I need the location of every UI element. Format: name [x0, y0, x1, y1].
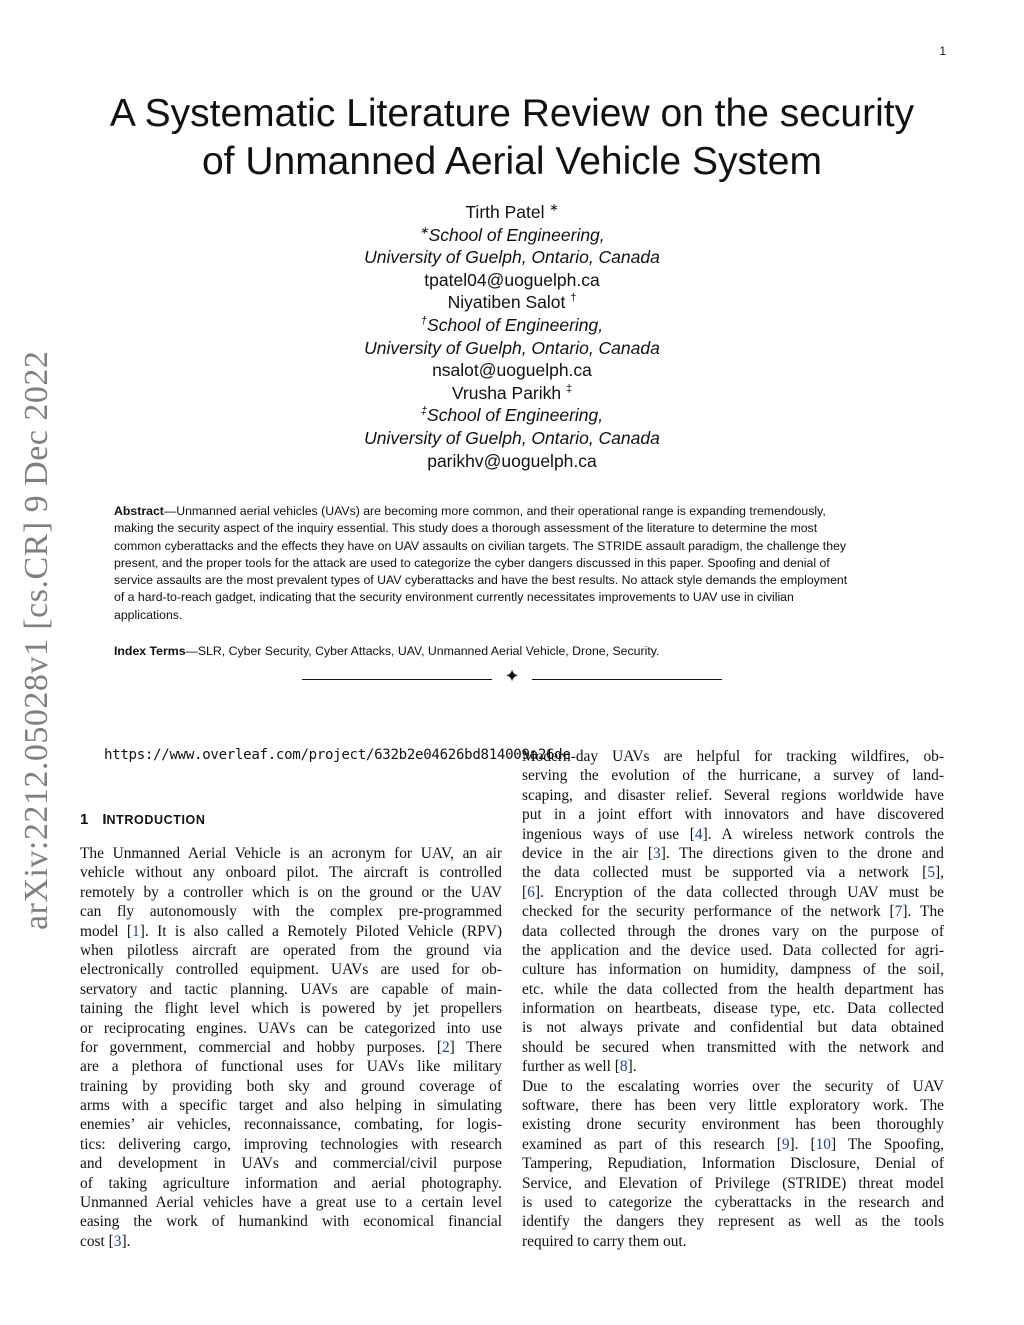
separator-line [302, 679, 492, 680]
text-line: enemies’ air vehicles, reconnaissance, combating, for logis- [80, 1116, 502, 1134]
text-line: checked for the security performance of the network [7]. The [522, 903, 944, 921]
title-line-1: A Systematic Literature Review on the security [109, 92, 915, 135]
arxiv-stamp: arXiv:2212.05028v1 [cs.CR] 9 Dec 2022 [18, 350, 55, 930]
text-line: and development in UAVs and commercial/civil purpose [80, 1155, 502, 1173]
text-line: cost [3]. [80, 1232, 131, 1250]
text-line: [6]. Encryption of the data collected through UAV must be [522, 883, 944, 901]
citation-link[interactable]: 3 [653, 844, 661, 862]
paper-title [60, 90, 964, 186]
text-line: scaping, and disaster relief. Several regions worldwide have [522, 786, 944, 804]
overleaf-link[interactable]: https://www.overleaf.com/project/632b2e04626bd814009a26de [104, 747, 571, 763]
text-line: Service, and Elevation of Privilege (STRIDE) threat model [522, 1174, 944, 1192]
text-line: existing drone security environment has been thoroughly [522, 1116, 944, 1134]
abstract-label: Abstract [114, 504, 164, 518]
text-line: servatory and tactic planning. UAVs are capable of main- [80, 980, 502, 998]
citation-link[interactable]: 5 [927, 864, 936, 882]
author-mark: † [570, 292, 577, 305]
text-line: remotely by a controller which is on the ground or the UAV [80, 883, 502, 901]
citation-link[interactable]: 6 [527, 883, 535, 901]
affiliation-line-2: University of Guelph, Ontario, Canada [364, 247, 660, 268]
citation-link[interactable]: 8 [619, 1058, 628, 1076]
left-column-text [80, 844, 502, 1251]
text-line: the data collected must be supported via a network [5], [522, 864, 944, 882]
citation-link[interactable]: 9 [781, 1135, 790, 1153]
text-line: is not always private and confidential but data obtained [522, 1019, 944, 1037]
affiliation: †School of Engineering, [420, 314, 604, 335]
affiliation: ∗School of Engineering, [419, 224, 605, 245]
text-line: for government, commercial and hobby purposes. [2] There [80, 1038, 502, 1056]
text-line: software, there has been very little exploratory work. The [522, 1097, 944, 1115]
text-line: of taking agriculture information and aerial photography. [80, 1174, 502, 1192]
text-line: Due to the escalating worries over the security of UAV [522, 1077, 944, 1095]
citation-link[interactable]: 4 [694, 825, 703, 843]
text-line: serving the evolution of the hurricane, a survey of land- [522, 767, 944, 785]
author-name: Tirth Patel ∗ [465, 202, 559, 222]
separator-line [532, 679, 722, 680]
text-line: electronically controlled equipment. UAVs are used for ob- [80, 961, 502, 979]
text-line: etc. while the data collected from the health department has [522, 980, 944, 998]
text-line: training by providing both sky and ground coverage of [80, 1077, 502, 1095]
text-line: tics: delivering cargo, improving technologies with research [80, 1135, 502, 1153]
text-line: put in a joint effort with innovators and have discovered [522, 806, 944, 824]
page-number: 1 [939, 44, 946, 58]
author-mark: ‡ [566, 382, 573, 395]
author-name: Vrusha Parikh ‡ [451, 382, 573, 403]
text-line: Unmanned Aerial vehicles have a great use to a certain level [80, 1194, 502, 1212]
text-line: arms with a specific target and also helping in simulating [80, 1097, 502, 1115]
text-line: the application and the device used. Data collected for agri- [522, 941, 944, 959]
text-line: model [1]. It is also called a Remotely Piloted Vehicle (RPV) [80, 922, 502, 940]
text-line: or reciprocating engines. UAVs can be categorized into use [80, 1019, 502, 1037]
text-line: taining the flight level which is powered by jet propellers [80, 1000, 502, 1018]
abstract: Abstract—Unmanned aerial vehicles (UAVs) are becoming more common, and their operational range is expanding tremendously, making the security aspect of the inquiry essential. This study does a thorough assessment of the literature to determine the most common cyberattacks and the effects they have on UAV assaults on civilian targets. The STRIDE assault paradigm, the challenge they present, and the proper tools for the attack are used to categorize the cyber dangers discussed in this paper. Spoofing and denial of service assaults are the most prevalent types of UAV cyberattacks and have the best results. No attack style demands the employment of a hard-to-reach gadget, indicating that the security environment currently necessitates improvements to UAV use in civilian applications. [114, 504, 848, 622]
affiliation: ‡School of Engineering, [420, 405, 604, 426]
affiliation-line-2: University of Guelph, Ontario, Canada [364, 337, 660, 358]
right-column-text [522, 747, 944, 1251]
author-mark: ∗ [549, 202, 559, 215]
text-line: information on heartbeats, disease type, etc. Data collected [522, 1000, 944, 1018]
text-line: vehicle without any onboard pilot. The aircraft is controlled [80, 864, 502, 882]
citation-link[interactable]: 3 [113, 1232, 122, 1250]
text-line: should be secured when transmitted with the network and [522, 1038, 944, 1056]
text-line: culture has information on humidity, dampness of the soil, [522, 961, 944, 979]
diamond-star-icon: ✦ [504, 666, 520, 687]
text-line: Tampering, Repudiation, Information Disclosure, Denial of [522, 1155, 944, 1173]
text-line: is used to categorize the cyberattacks in the research and [522, 1193, 944, 1211]
index-terms: Index Terms—SLR, Cyber Security, Cyber Attacks, UAV, Unmanned Aerial Vehicle, Drone, Security. [114, 644, 660, 658]
author-email: nsalot@uoguelph.ca [432, 360, 592, 381]
author-email: parikhv@uoguelph.ca [427, 450, 597, 471]
index-terms-label: Index Terms [114, 644, 186, 658]
citation-link[interactable]: 1 [132, 922, 140, 940]
author-block [212, 201, 812, 472]
title-line-2: of Unmanned Aerial Vehicle System [201, 140, 822, 183]
text-line: further as well [8]. [522, 1058, 637, 1076]
text-line: device in the air [3]. The directions given to the drone and [522, 844, 944, 862]
text-line: Modern-day UAVs are helpful for tracking wildfires, ob- [522, 748, 944, 765]
section-separator [302, 666, 722, 689]
text-line: are a plethora of functional uses for UAVs like military [80, 1058, 502, 1076]
text-line: identify the dangers they represent as well as the tools [522, 1213, 944, 1231]
text-line: data collected through the drones vary on the purpose of [522, 922, 944, 940]
text-line: ingenious ways of use [4]. A wireless network controls the [522, 825, 944, 843]
text-line: when pilotless aircraft are operated from the ground via [80, 941, 502, 959]
section-heading: 1 INTRODUCTION [80, 811, 206, 828]
text-line: The Unmanned Aerial Vehicle is an acronym for UAV, an air [80, 845, 502, 862]
text-line: required to carry them out. [522, 1232, 687, 1250]
author-name: Niyatiben Salot † [447, 292, 577, 313]
text-line: easing the work of humankind with economical financial [80, 1213, 502, 1231]
text-line: examined as part of this research [9]. [10] The Spoofing, [522, 1135, 944, 1153]
citation-link[interactable]: 2 [441, 1038, 450, 1056]
citation-link[interactable]: 10 [815, 1135, 831, 1153]
section-number: 1 [80, 811, 89, 828]
text-line: can fly autonomously with the complex pre-programmed [80, 903, 502, 921]
author-email: tpatel04@uoguelph.ca [424, 269, 600, 290]
affiliation-line-2: University of Guelph, Ontario, Canada [364, 427, 660, 448]
citation-link[interactable]: 7 [894, 903, 903, 921]
